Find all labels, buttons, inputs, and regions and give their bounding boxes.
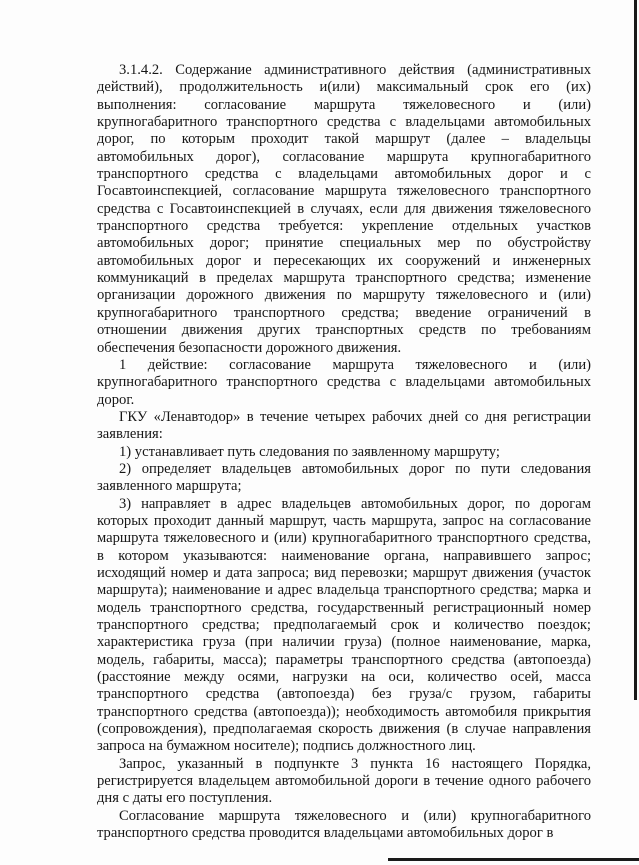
paragraph-section-3-1-4-2: 3.1.4.2. Содержание административного действия (административных действий), продолжительность и(или) максимальный срок его (их) выполнения: согласование маршрута тяжеловесного и (или) крупногабаритного транспортного средства с владельцами автомобильных дорог, по которым проходит такой маршрут (далее – владельцы автомобильных дорог), согласование маршрута крупногабаритного транспортного средства с владельцами автомобильных дорог и с Госавтоинспекцией, согласование маршрута тяжеловесного транспортного средства с Госавтоинспекцией в случаях, если для движения тяжеловесного транспортного средства требуется: укрепление отдельных участков автомобильных дорог; принятие специальных мер по обустройству автомобильных дорог и пересекающих их сооружений и инженерных коммуникаций в пределах маршрута транспортного средства; изменение организации дорожного движения по маршруту тяжеловесного и (или) крупногабаритного транспортного средства; введение ограничений в отношении движения других транспортных средств по требованиям обеспечения безопасности дорожного движения. (97, 62, 591, 356)
paragraph-item-1: 1) устанавливает путь следования по заявленному маршруту; (119, 443, 500, 460)
paragraph-route-approval: Согласование маршрута тяжеловесного и (или) крупногабаритного транспортного средства проводится владельцами автомобильных дорог в (97, 807, 591, 842)
paragraph-action-1: 1 действие: согласование маршрута тяжеловесного и (или) крупногабаритного транспортного средства с владельцами автомобильных дорог. (97, 356, 591, 408)
paragraph-lenavtodor: ГКУ «Ленавтодор» в течение четырех рабочих дней со дня регистрации заявления: (97, 408, 591, 443)
paragraph-item-2: 2) определяет владельцев автомобильных дорог по пути следования заявленного маршрута; (97, 460, 591, 495)
document-body (97, 62, 591, 842)
paragraph-item-3: 3) направляет в адрес владельцев автомобильных дорог, по дорогам которых проходит данный маршрут, часть маршрута, запрос на согласование маршрута тяжеловесного и (или) крупногабаритного транспортного средства, в котором указываются: наименование органа, направившего запрос; исходящий номер и дата запроса; вид перевозки; маршрут движения (участок маршрута); наименование и адрес владельца транспортного средства; марка и модель транспортного средства, государственный регистрационный номер транспортного средства; предполагаемый срок и количество поездок; характеристика груза (при наличии груза) (полное наименование, марка, модель, габариты, масса); параметры транспортного средства (автопоезда) (расстояние между осями, нагрузки на оси, количество осей, масса транспортного средства (автопоезда) без груза/с грузом, габариты транспортного средства (автопоезда)); необходимость автомобиля прикрытия (сопровождения), предполагаемая скорость движения (в случае направления запроса на бумажном носителе); подпись должностного лиц. (97, 495, 591, 755)
paragraph-request-registration: Запрос, указанный в подпункте 3 пункта 16 настоящего Порядка, регистрируется владельцем автомобильной дороги в течение одного рабочего дня с даты его поступления. (97, 755, 591, 807)
scan-edge-bottom (388, 858, 639, 861)
scan-edge-right (634, 0, 637, 700)
